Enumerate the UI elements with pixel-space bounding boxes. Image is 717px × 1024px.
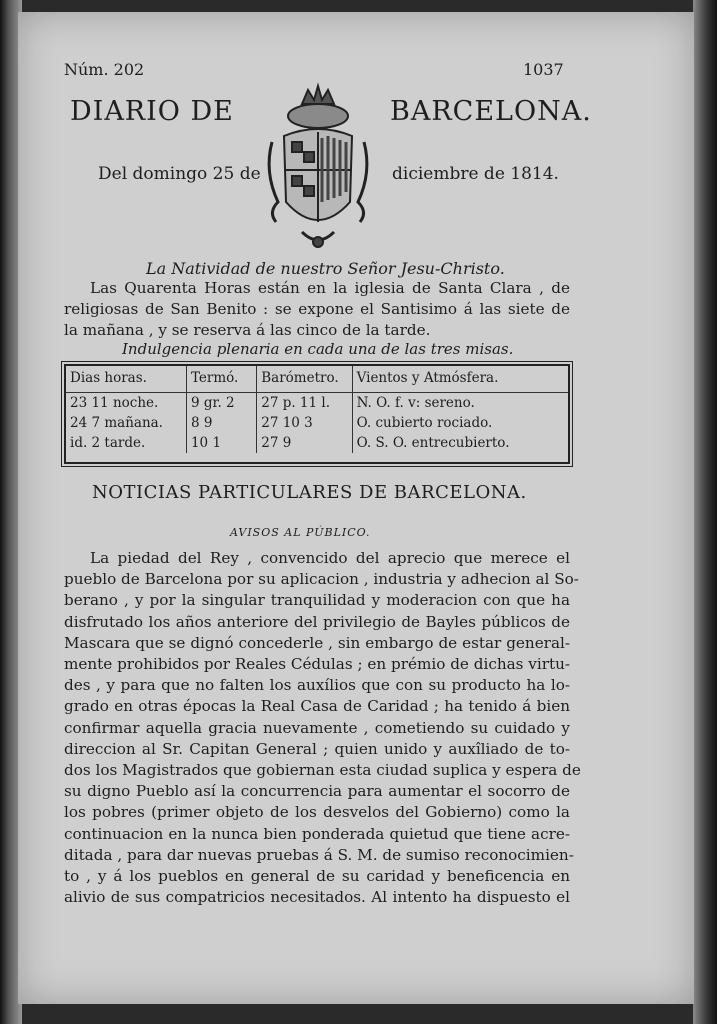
table-cell: id. 2 tarde. — [66, 433, 186, 453]
article-body — [64, 548, 581, 908]
table-cell: 27 9 — [257, 433, 352, 453]
table-cell: N. O. f. v: sereno. — [356, 395, 475, 411]
table-header: Dias horas. — [66, 366, 186, 393]
body-line: La piedad del Rey , convencido del aprecio que merece el — [90, 549, 570, 567]
avisos-heading: AVISOS AL PÚBLICO. — [230, 526, 371, 539]
table-header: Termó. — [186, 366, 256, 393]
notice-line: religiosas de San Benito : se expone el Santisimo á las siete de — [64, 300, 570, 318]
date-left: Del domingo 25 de — [98, 164, 261, 184]
table-cell: 10 1 — [186, 433, 256, 453]
table-cell: 8 9 — [186, 413, 256, 433]
body-line: los pobres (primer objeto de los desvelos del Gobierno) como la — [64, 803, 570, 822]
forty-hours-notice — [64, 278, 570, 341]
body-line: direccion al Sr. Capitan General ; quien unido y auxîliado de to- — [64, 739, 570, 758]
body-line: Mascara que se dignó concederle , sin embargo de estar general- — [64, 633, 570, 652]
body-line: alivio de sus compatricios necesitados. Al intento ha dispuesto el — [64, 888, 570, 907]
table-cell: O. S. O. entrecubierto. — [356, 435, 510, 451]
table-cell: O. cubierto rociado. — [356, 415, 493, 431]
body-line: mente prohibidos por Reales Cédulas ; en prémio de dichas virtu- — [64, 655, 571, 674]
table-cell: 24 7 mañana. — [66, 413, 186, 433]
body-line: des , y para que no falten los auxílios que con su producto ha lo- — [64, 676, 570, 695]
body-line: grado en otras épocas la Real Casa de Caridad ; ha tenido á bien — [64, 697, 570, 716]
notice-line: la mañana , y se reserva á las cinco de la tarde. — [64, 321, 431, 339]
table-cell: 9 gr. 2 — [186, 393, 256, 414]
table-row — [66, 433, 568, 453]
issue-number: Núm. 202 — [64, 60, 145, 79]
body-line: ditada , para dar nuevas pruebas á S. M. de sumiso reconocimien- — [64, 845, 574, 864]
table-cell: 23 11 noche. — [66, 393, 186, 414]
section-title: NOTICIAS PARTICULARES DE BARCELONA. — [92, 482, 527, 503]
table-cell: 27 10 3 — [257, 413, 352, 433]
body-line: confirmar aquella gracia nuevamente , cometiendo su cuidado y — [64, 718, 570, 737]
body-line: to , y á los pueblos en general de su caridad y beneficencia en — [64, 867, 570, 886]
body-line: berano , y por la singular tranquilidad y moderacion con que ha — [64, 591, 570, 610]
page-number: 1037 — [523, 60, 564, 79]
body-line: pueblo de Barcelona por su aplicacion , industria y adhecion al So- — [64, 570, 579, 589]
right-page-edge — [693, 0, 717, 1024]
body-line: su digno Pueblo así la concurrencia para aumentar el socorro de — [64, 782, 570, 801]
body-line: disfrutado los años anteriore del privilegio de Bayles públicos de — [64, 612, 570, 631]
feast-title: La Natividad de nuestro Señor Jesu-Christo. — [146, 259, 505, 278]
indulgence-line: Indulgencia plenaria en cada una de las tres misas. — [122, 340, 514, 358]
notice-line: Las Quarenta Horas están en la iglesia de Santa Clara , de — [90, 279, 570, 297]
masthead-left: DIARIO DE — [70, 96, 234, 127]
coat-of-arms-icon — [262, 82, 374, 254]
body-line: dos los Magistrados que gobiernan esta ciudad suplica y espera de — [64, 761, 581, 780]
masthead-right: BARCELONA. — [390, 96, 592, 127]
table-cell: 27 p. 11 l. — [257, 393, 352, 414]
date-right: diciembre de 1814. — [392, 164, 559, 184]
body-line: continuacion en la nunca bien ponderada quietud que tiene acre- — [64, 824, 570, 843]
table-header: Vientos y Atmósfera. — [352, 366, 568, 393]
table-header: Barómetro. — [257, 366, 352, 393]
table-row — [66, 413, 568, 433]
table-row — [66, 393, 568, 414]
weather-table — [64, 364, 570, 464]
newspaper-page — [18, 12, 694, 1004]
